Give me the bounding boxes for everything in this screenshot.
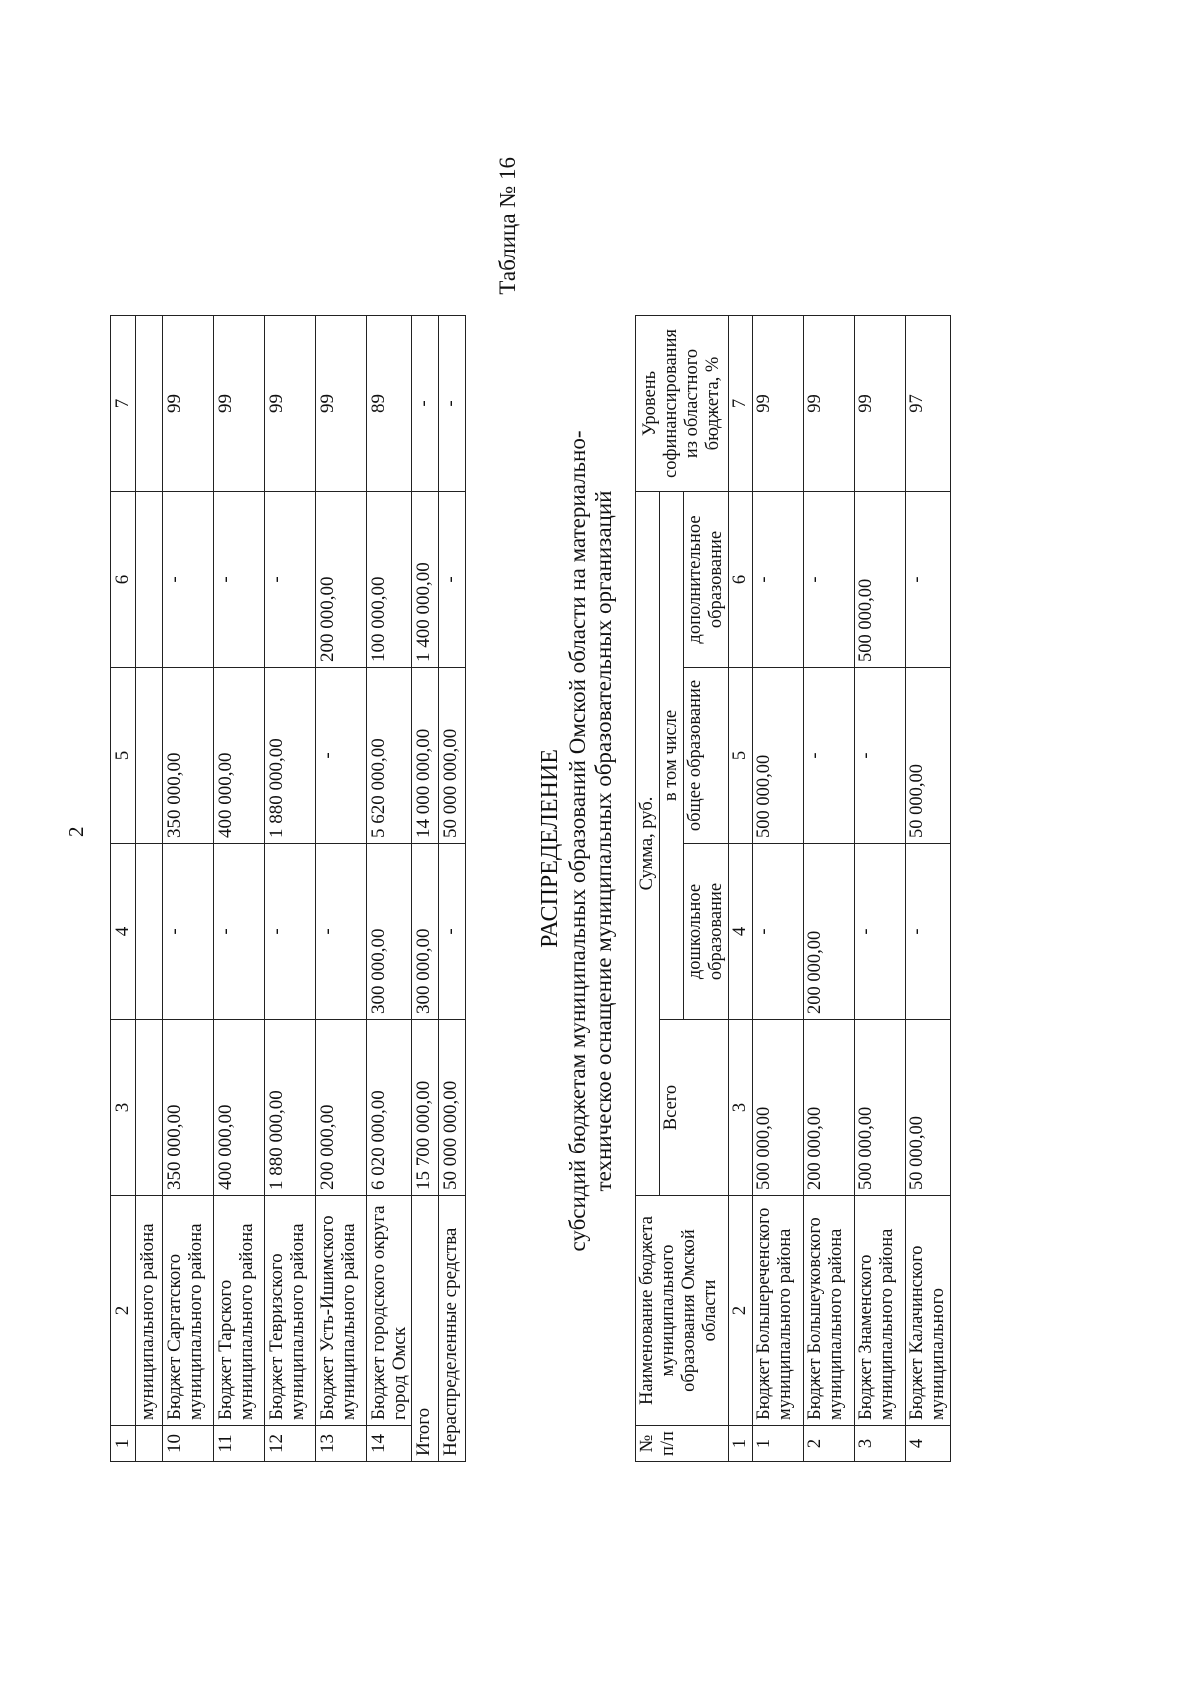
row-number-cell: 2 (804, 1426, 855, 1462)
name-cell: Бюджет Саргатского муниципального района (163, 1196, 214, 1426)
value-cell: 99 (214, 316, 265, 492)
name-cell: Бюджет Тарского муниципального района (214, 1196, 265, 1426)
value-cell: 200 000,00 (804, 1020, 855, 1196)
value-cell: - (855, 844, 906, 1020)
value-cell: - (316, 844, 367, 1020)
document-title: РАСПРЕДЕЛЕНИЕ (537, 749, 563, 948)
header-cell: 1 (111, 1426, 136, 1462)
value-cell: - (265, 492, 316, 668)
header-preschool: дошкольное образование (684, 844, 729, 1020)
row-number-cell: 12 (265, 1426, 316, 1462)
value-cell: - (804, 492, 855, 668)
column-number: 5 (729, 668, 753, 844)
header-number: № п/п (636, 1426, 729, 1462)
table-row (804, 316, 855, 1462)
table-row (367, 316, 412, 1462)
value-cell: - (412, 316, 439, 492)
column-number: 2 (729, 1196, 753, 1426)
value-cell (136, 668, 163, 844)
name-cell: Бюджет городского округа город Омск (367, 1196, 412, 1426)
row-number-cell: 4 (906, 1426, 951, 1462)
value-cell: 99 (163, 316, 214, 492)
value-cell: 1 400 000,00 (412, 492, 439, 668)
table-header-row (636, 316, 660, 1462)
table-row (906, 316, 951, 1462)
value-cell: - (804, 668, 855, 844)
header-cell: 3 (111, 1020, 136, 1196)
value-cell: 200 000,00 (804, 844, 855, 1020)
header-sum: Сумма, руб. (636, 492, 660, 1196)
column-number-row (729, 316, 753, 1462)
value-cell: - (439, 492, 466, 668)
row-number-cell: 11 (214, 1426, 265, 1462)
value-cell: 350 000,00 (163, 668, 214, 844)
value-cell: - (316, 668, 367, 844)
value-cell: 6 020 000,00 (367, 1020, 412, 1196)
table-row (316, 316, 367, 1462)
value-cell (136, 1020, 163, 1196)
name-cell: муниципального района (136, 1196, 163, 1426)
subsidy-table-continued (110, 315, 466, 1462)
table-row (855, 316, 906, 1462)
value-cell (136, 316, 163, 492)
value-cell: 50 000 000,00 (439, 1020, 466, 1196)
value-cell: - (439, 844, 466, 1020)
row-number-cell (136, 1426, 163, 1462)
value-cell: 200 000,00 (316, 1020, 367, 1196)
header-cell: 5 (111, 668, 136, 844)
column-number: 3 (729, 1020, 753, 1196)
value-cell: - (214, 844, 265, 1020)
value-cell: 400 000,00 (214, 1020, 265, 1196)
header-additional: дополнительное образование (684, 492, 729, 668)
table-row (163, 316, 214, 1462)
value-cell: 99 (855, 316, 906, 492)
table-header-row (111, 316, 136, 1462)
header-cell: 7 (111, 316, 136, 492)
value-cell: 5 620 000,00 (367, 668, 412, 844)
value-cell: 97 (906, 316, 951, 492)
value-cell: 14 000 000,00 (412, 668, 439, 844)
total-row (412, 316, 439, 1462)
document-subtitle: субсидий бюджетам муниципальных образований Омской области на материально-техническое оснащение муниципальных образовательных организаций (565, 430, 616, 1252)
value-cell: 500 000,00 (753, 1020, 804, 1196)
value-cell (136, 844, 163, 1020)
column-number: 6 (729, 492, 753, 668)
value-cell: 1 880 000,00 (265, 1020, 316, 1196)
value-cell: 200 000,00 (316, 492, 367, 668)
value-cell: - (753, 844, 804, 1020)
header-name: Наименование бюджета муниципального образования Омской области (636, 1196, 729, 1426)
value-cell: 500 000,00 (855, 492, 906, 668)
row-number-cell: 3 (855, 1426, 906, 1462)
value-cell: - (906, 844, 951, 1020)
name-cell: Бюджет Большеуковского муниципального района (804, 1196, 855, 1426)
value-cell: 50 000 000,00 (439, 668, 466, 844)
value-cell: - (163, 844, 214, 1020)
value-cell: - (439, 316, 466, 492)
value-cell: 99 (265, 316, 316, 492)
value-cell: 99 (316, 316, 367, 492)
name-cell: Бюджет Усть-Ишимского муниципального района (316, 1196, 367, 1426)
value-cell: 15 700 000,00 (412, 1020, 439, 1196)
value-cell: 400 000,00 (214, 668, 265, 844)
header-cell: 4 (111, 844, 136, 1020)
value-cell: 500 000,00 (855, 1020, 906, 1196)
value-cell: - (753, 492, 804, 668)
column-number: 7 (729, 316, 753, 492)
value-cell: 50 000,00 (906, 1020, 951, 1196)
value-cell: 99 (804, 316, 855, 492)
value-cell: - (906, 492, 951, 668)
value-cell (136, 492, 163, 668)
value-cell: 300 000,00 (367, 844, 412, 1020)
value-cell: - (214, 492, 265, 668)
name-cell: Бюджет Калачинского муниципального (906, 1196, 951, 1426)
table-row (265, 316, 316, 1462)
value-cell: 99 (753, 316, 804, 492)
header-cofinancing-level: Уровень софинансирования из областного бюджета, % (636, 316, 729, 492)
value-cell: 1 880 000,00 (265, 668, 316, 844)
value-cell: 50 000,00 (906, 668, 951, 844)
unallocated-row (439, 316, 466, 1462)
header-total: Всего (660, 1020, 729, 1196)
table-row (753, 316, 804, 1462)
name-cell: Бюджет Знаменского муниципального района (855, 1196, 906, 1426)
row-number-cell: 1 (753, 1426, 804, 1462)
row-number-cell: 13 (316, 1426, 367, 1462)
header-including: в том числе (660, 492, 684, 1020)
value-cell: 300 000,00 (412, 844, 439, 1020)
name-cell: Бюджет Большереченского муниципального района (753, 1196, 804, 1426)
column-number: 4 (729, 844, 753, 1020)
row-number-cell: 10 (163, 1426, 214, 1462)
value-cell: 100 000,00 (367, 492, 412, 668)
table-row (214, 316, 265, 1462)
page-number: 2 (64, 826, 88, 837)
value-cell: - (265, 844, 316, 1020)
row-number-cell: 14 (367, 1426, 412, 1462)
total-label: Итого (412, 1196, 439, 1462)
header-cell: 6 (111, 492, 136, 668)
header-cell: 2 (111, 1196, 136, 1426)
value-cell: 89 (367, 316, 412, 492)
unallocated-label: Нераспределенные средства (439, 1196, 466, 1462)
value-cell: - (163, 492, 214, 668)
table-number: Таблица № 16 (495, 157, 520, 295)
column-number: 1 (729, 1426, 753, 1462)
table-row (136, 316, 163, 1462)
name-cell: Бюджет Тевризского муниципального района (265, 1196, 316, 1426)
header-general: общее образование (684, 668, 729, 844)
value-cell: 500 000,00 (753, 668, 804, 844)
distribution-table (635, 315, 951, 1462)
value-cell: - (855, 668, 906, 844)
value-cell: 350 000,00 (163, 1020, 214, 1196)
